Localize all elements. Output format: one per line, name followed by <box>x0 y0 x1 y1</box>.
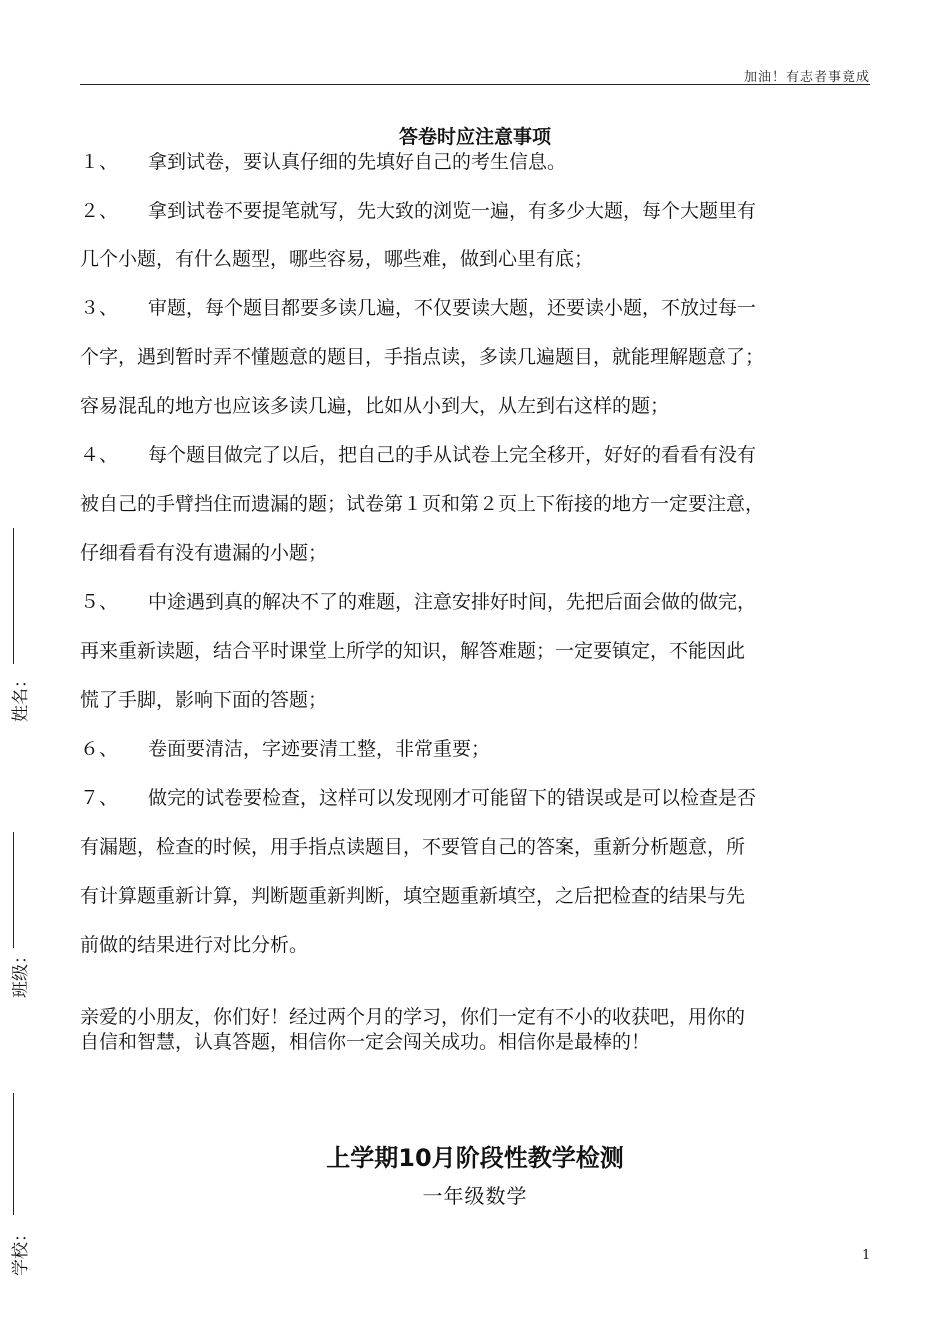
notes-line-text: 再来重新读题，结合平时课堂上所学的知识，解答难题；一定要镇定，不能因此 <box>80 640 746 662</box>
notes-line <box>80 590 756 614</box>
notes-line <box>80 443 756 467</box>
notes-line-text: 做完的试卷要检查，这样可以发现刚才可能留下的错误或是可以检查是否 <box>148 787 757 809</box>
notes-line <box>80 541 327 565</box>
notes-line-text: 前做的结果进行对比分析。 <box>80 934 309 956</box>
name-field-line[interactable] <box>13 528 14 664</box>
notes-line-text: 被自己的手臂挡住而遗漏的题；试卷第１页和第２页上下衔接的地方一定要注意， <box>80 493 765 515</box>
notes-line-text: 有计算题重新计算，判断题重新判断，填空题重新填空，之后把检查的结果与先 <box>80 885 746 907</box>
notes-line-text: 仔细看看有没有遗漏的小题； <box>80 542 328 564</box>
notes-title: 答卷时应注意事项 <box>398 126 551 148</box>
intro-line-2: 自信和智慧，认真答题，相信你一定会闯关成功。相信你是最棒的！ <box>80 1031 651 1053</box>
notes-line <box>80 688 327 712</box>
page-number: 1 <box>862 1248 871 1263</box>
notes-line <box>80 345 764 369</box>
class-field-label: 班级： <box>11 947 31 998</box>
notes-line <box>80 247 593 271</box>
notes-line-text: 有漏题，检查的时候，用手指点读题目，不要管自己的答案，重新分析题意，所 <box>80 836 746 858</box>
class-field-line[interactable] <box>13 832 14 948</box>
notes-line <box>80 150 566 174</box>
notes-line-text: 慌了手脚，影响下面的答题； <box>80 689 328 711</box>
notes-line <box>80 199 756 223</box>
notes-line <box>80 737 490 761</box>
name-field-label: 姓名： <box>11 671 31 722</box>
notes-line-text: 拿到试卷不要提笔就写，先大致的浏览一遍，有多少大题，每个大题里有 <box>148 200 757 222</box>
school-field-label: 学校： <box>11 1225 31 1276</box>
notes-line-text: 个字，遇到暂时弄不懂题意的题目，手指点读，多读几遍题目，就能理解题意了； <box>80 346 765 368</box>
notes-line <box>80 933 308 957</box>
notes-line <box>80 835 745 859</box>
notes-line <box>80 639 745 663</box>
header-motto: 加油！有志者事竟成 <box>743 70 870 85</box>
notes-line-text: 容易混乱的地方也应该多读几遍，比如从小到大，从左到右这样的题； <box>80 395 670 417</box>
notes-line <box>80 394 669 418</box>
notes-item-number: ５、 <box>80 591 119 613</box>
header-divider <box>80 84 870 85</box>
intro-line-1: 亲爱的小朋友，你们好！经过两个月的学习，你们一定有不小的收获吧，用你的 <box>80 1006 746 1028</box>
notes-line <box>80 492 764 516</box>
notes-line <box>80 884 745 908</box>
notes-line-text: 拿到试卷，要认真仔细的先填好自己的考生信息。 <box>148 151 567 173</box>
notes-line <box>80 786 756 810</box>
notes-item-number: ６、 <box>80 738 119 760</box>
notes-line-text: 中途遇到真的解决不了的难题，注意安排好时间，先把后面会做的做完， <box>148 591 757 613</box>
school-field-line[interactable] <box>13 1093 14 1215</box>
notes-item-number: ７、 <box>80 787 119 809</box>
notes-line-text: 每个题目做完了以后，把自己的手从试卷上完全移开，好好的看看有没有 <box>148 444 757 466</box>
notes-item-number: ２、 <box>80 200 119 222</box>
notes-line <box>80 296 756 320</box>
exam-title: 上学期10月阶段性教学检测 <box>326 1144 624 1172</box>
notes-line-text: 审题，每个题目都要多读几遍，不仅要读大题，还要读小题，不放过每一 <box>148 297 757 319</box>
notes-line-text: 卷面要清洁，字迹要清工整，非常重要； <box>148 738 491 760</box>
notes-item-number: ４、 <box>80 444 119 466</box>
notes-item-number: ３、 <box>80 297 119 319</box>
notes-item-number: １、 <box>80 151 119 173</box>
notes-line-text: 几个小题，有什么题型，哪些容易，哪些难，做到心里有底； <box>80 248 594 270</box>
exam-subtitle: 一年级数学 <box>422 1184 528 1208</box>
